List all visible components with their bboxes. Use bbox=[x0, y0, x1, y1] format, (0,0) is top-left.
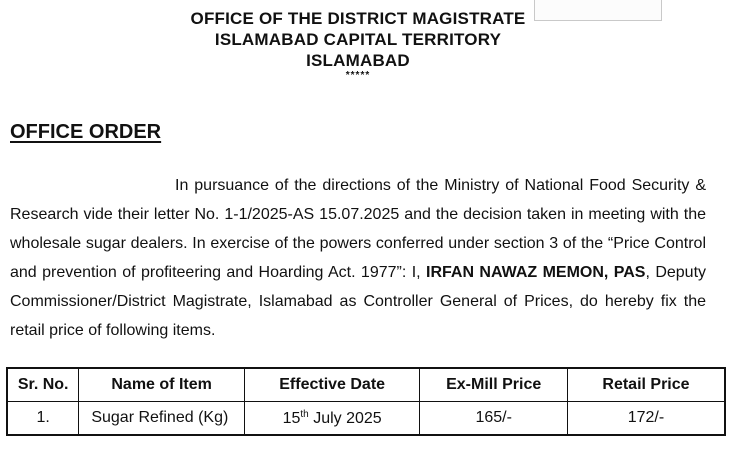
cell-item-name: Sugar Refined (Kg) bbox=[79, 402, 245, 436]
cell-sr-no: 1. bbox=[7, 402, 79, 436]
office-name: OFFICE OF THE DISTRICT MAGISTRATE bbox=[190, 9, 526, 28]
cell-ex-mill-price: 165/- bbox=[420, 402, 568, 436]
header-stars: ***** bbox=[345, 70, 371, 81]
col-sr-no: Sr. No. bbox=[7, 368, 79, 402]
date-rest: July 2025 bbox=[308, 409, 382, 427]
city-name: ISLAMABAD bbox=[306, 51, 410, 70]
paragraph-part-1: In pursuance of the directions of the Ministry of National Food Security & Research vide their letter No. 1-1/2025-AS 15.07.2025 and the decision taken in meeting with the wholesale sugar dealers. In exercise of the powers conferred under section 3 of the “Price Control and prevention of profiteering and Hoarding Act. 1977”: I, bbox=[10, 177, 706, 281]
order-body bbox=[10, 171, 706, 345]
letterhead bbox=[150, 8, 566, 81]
territory-name: ISLAMABAD CAPITAL TERRITORY bbox=[214, 30, 502, 49]
order-paragraph bbox=[10, 171, 706, 345]
col-item-name: Name of Item bbox=[79, 368, 245, 402]
table-row bbox=[7, 402, 725, 436]
col-effective-date: Effective Date bbox=[244, 368, 420, 402]
cell-effective-date bbox=[244, 402, 420, 436]
date-day: 15 bbox=[282, 409, 301, 427]
cell-retail-price: 172/- bbox=[567, 402, 725, 436]
col-retail-price: Retail Price bbox=[567, 368, 725, 402]
date-suffix: th bbox=[300, 408, 309, 420]
col-ex-mill-price: Ex-Mill Price bbox=[420, 368, 568, 402]
table-header-row bbox=[7, 368, 725, 402]
officer-name: IRFAN NAWAZ MEMON, PAS bbox=[426, 264, 646, 281]
price-table bbox=[6, 367, 726, 436]
order-title: OFFICE ORDER bbox=[10, 121, 162, 143]
paragraph-part-2: , Deputy Commissioner/District Magistrate, Islamabad as Controller General of Prices, do hereby fix the retail price of following items. bbox=[10, 264, 707, 339]
